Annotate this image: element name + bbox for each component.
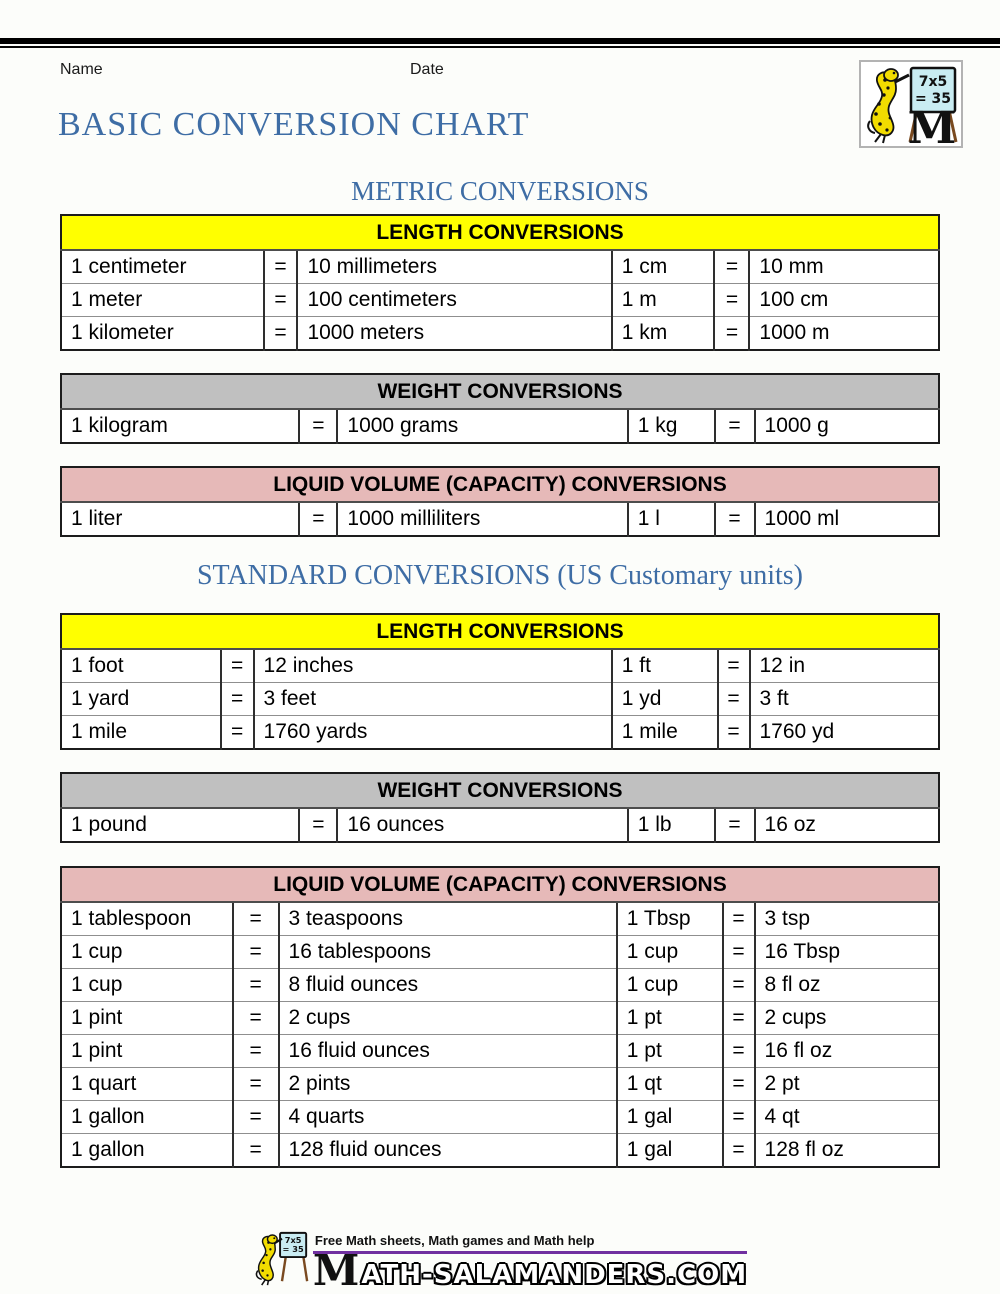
conversion-cell: 4 quarts	[279, 1101, 617, 1134]
conversion-cell: 1 gallon	[61, 1134, 233, 1168]
equals-sign: =	[233, 1101, 279, 1134]
conversion-cell: 1000 meters	[297, 317, 611, 351]
salamander-easel-icon	[861, 62, 961, 146]
equals-sign: =	[718, 683, 750, 716]
conversion-cell: 100 cm	[749, 284, 939, 317]
equals-sign: =	[264, 317, 298, 351]
conversion-cell: 1760 yd	[750, 716, 940, 750]
equals-sign: =	[299, 502, 337, 536]
equals-sign: =	[723, 1002, 755, 1035]
brand-logo-box	[859, 60, 963, 148]
table-standard-weight	[60, 772, 940, 843]
conversion-cell: 1 pt	[617, 1002, 723, 1035]
conversion-cell: 3 feet	[254, 683, 612, 716]
table-metric-liquid-volume	[60, 466, 940, 537]
equals-sign: =	[233, 1002, 279, 1035]
conversion-cell: 1000 milliliters	[337, 502, 627, 536]
conversion-cell: 1 liter	[61, 502, 299, 536]
conversion-cell: 3 teaspoons	[279, 902, 617, 936]
equals-sign: =	[714, 317, 749, 351]
conversion-row	[61, 1002, 939, 1035]
conversion-cell: 8 fl oz	[755, 969, 939, 1002]
conversion-cell: 1 kg	[628, 409, 715, 443]
equals-sign: =	[723, 936, 755, 969]
conversion-cell: 1 kilometer	[61, 317, 264, 351]
table-header-metric-length: LENGTH CONVERSIONS	[61, 215, 939, 250]
footer-m-logo: M	[312, 1246, 360, 1294]
conversion-cell: 1000 g	[755, 409, 939, 443]
conversion-cell: 1 pint	[61, 1002, 233, 1035]
table-header-std-weight: WEIGHT CONVERSIONS	[61, 773, 939, 808]
conversion-row	[61, 317, 939, 351]
equals-sign: =	[723, 1101, 755, 1134]
equals-sign: =	[233, 902, 279, 936]
conversion-cell: 1 Tbsp	[617, 902, 723, 936]
equals-sign: =	[723, 1068, 755, 1101]
conversion-cell: 1 gallon	[61, 1101, 233, 1134]
conversion-cell: 128 fluid ounces	[279, 1134, 617, 1168]
equals-sign: =	[233, 1035, 279, 1068]
table-header-std-liquid: LIQUID VOLUME (CAPACITY) CONVERSIONS	[61, 867, 939, 902]
footer-salamander-icon	[253, 1230, 311, 1288]
svg-text:7x5: 7x5	[918, 74, 948, 90]
conversion-cell: 1000 m	[749, 317, 939, 351]
table-standard-length	[60, 613, 940, 750]
conversion-cell: 1000 ml	[755, 502, 939, 536]
conversion-cell: 1 l	[628, 502, 715, 536]
table-header-metric-weight: WEIGHT CONVERSIONS	[61, 374, 939, 409]
conversion-cell: 1 cup	[617, 969, 723, 1002]
conversion-row	[61, 902, 939, 936]
conversion-cell: 1000 grams	[337, 409, 627, 443]
conversion-cell: 1760 yards	[254, 716, 612, 750]
conversion-cell: 128 fl oz	[755, 1134, 939, 1168]
conversion-cell: 1 cm	[612, 250, 715, 284]
conversion-row	[61, 502, 939, 536]
equals-sign: =	[233, 969, 279, 1002]
table-metric-weight	[60, 373, 940, 444]
conversion-cell: 16 tablespoons	[279, 936, 617, 969]
name-label: Name	[60, 61, 103, 78]
equals-sign: =	[221, 683, 254, 716]
svg-text:7x5: 7x5	[284, 1235, 302, 1246]
conversion-cell: 1 meter	[61, 284, 264, 317]
equals-sign: =	[714, 284, 749, 317]
conversion-row	[61, 649, 939, 683]
equals-sign: =	[718, 649, 750, 683]
equals-sign: =	[264, 250, 298, 284]
conversion-cell: 1 tablespoon	[61, 902, 233, 936]
conversion-cell: 2 cups	[755, 1002, 939, 1035]
conversion-cell: 1 cup	[617, 936, 723, 969]
conversion-cell: 1 pt	[617, 1035, 723, 1068]
conversion-cell: 16 oz	[755, 808, 939, 842]
conversion-cell: 1 m	[612, 284, 715, 317]
conversion-cell: 10 millimeters	[297, 250, 611, 284]
footer-site-text: ATH-SALAMANDERS.COM	[361, 1260, 748, 1290]
conversion-row	[61, 716, 939, 750]
conversion-cell: 16 fluid ounces	[279, 1035, 617, 1068]
conversion-cell: 1 centimeter	[61, 250, 264, 284]
footer-site-name	[312, 1246, 748, 1294]
equals-sign: =	[723, 1134, 755, 1168]
equals-sign: =	[264, 284, 298, 317]
conversion-cell: 1 kilogram	[61, 409, 299, 443]
date-label: Date	[410, 61, 444, 78]
footer-tagline: Free Math sheets, Math games and Math help	[313, 1233, 747, 1254]
conversion-cell: 10 mm	[749, 250, 939, 284]
conversion-cell: 16 ounces	[337, 808, 627, 842]
conversion-cell: 100 centimeters	[297, 284, 611, 317]
conversion-cell: 1 qt	[617, 1068, 723, 1101]
conversion-cell: 1 lb	[628, 808, 715, 842]
conversion-row	[61, 284, 939, 317]
table-standard-liquid-volume	[60, 866, 940, 1168]
equals-sign: =	[221, 716, 254, 750]
footer-brand	[0, 1230, 1000, 1294]
conversion-row	[61, 936, 939, 969]
equals-sign: =	[715, 409, 755, 443]
section-heading-metric: METRIC CONVERSIONS	[351, 176, 649, 206]
conversion-cell: 12 in	[750, 649, 940, 683]
table-header-metric-liquid: LIQUID VOLUME (CAPACITY) CONVERSIONS	[61, 467, 939, 502]
conversion-cell: 3 ft	[750, 683, 940, 716]
conversion-cell: 4 qt	[755, 1101, 939, 1134]
conversion-cell: 12 inches	[254, 649, 612, 683]
equals-sign: =	[299, 808, 337, 842]
conversion-cell: 2 pt	[755, 1068, 939, 1101]
conversion-cell: 1 yd	[612, 683, 718, 716]
equals-sign: =	[299, 409, 337, 443]
conversion-row	[61, 1035, 939, 1068]
conversion-cell: 1 gal	[617, 1134, 723, 1168]
equals-sign: =	[718, 716, 750, 750]
conversion-row	[61, 1134, 939, 1168]
equals-sign: =	[715, 502, 755, 536]
equals-sign: =	[714, 250, 749, 284]
conversion-cell: 1 quart	[61, 1068, 233, 1101]
conversion-cell: 1 mile	[612, 716, 718, 750]
conversion-row	[61, 250, 939, 284]
conversion-cell: 1 cup	[61, 936, 233, 969]
conversion-cell: 1 mile	[61, 716, 221, 750]
page-title: BASIC CONVERSION CHART	[58, 106, 530, 143]
equals-sign: =	[723, 1035, 755, 1068]
conversion-cell: 3 tsp	[755, 902, 939, 936]
conversion-cell: 8 fluid ounces	[279, 969, 617, 1002]
equals-sign: =	[233, 936, 279, 969]
conversion-row	[61, 1068, 939, 1101]
conversion-cell: 1 km	[612, 317, 715, 351]
svg-text:= 35: = 35	[282, 1244, 304, 1255]
conversion-row	[61, 808, 939, 842]
svg-text:= 35: = 35	[914, 91, 952, 107]
conversion-cell: 2 pints	[279, 1068, 617, 1101]
conversion-row	[61, 409, 939, 443]
table-header-std-length: LENGTH CONVERSIONS	[61, 614, 939, 649]
equals-sign: =	[715, 808, 755, 842]
conversion-cell: 2 cups	[279, 1002, 617, 1035]
equals-sign: =	[233, 1134, 279, 1168]
conversion-cell: 1 gal	[617, 1101, 723, 1134]
conversion-cell: 1 yard	[61, 683, 221, 716]
top-border-rule	[0, 38, 1000, 48]
equals-sign: =	[723, 969, 755, 1002]
table-metric-length	[60, 214, 940, 351]
equals-sign: =	[233, 1068, 279, 1101]
conversion-cell: 16 fl oz	[755, 1035, 939, 1068]
conversion-row	[61, 1101, 939, 1134]
conversion-cell: 1 ft	[612, 649, 718, 683]
section-heading-standard: STANDARD CONVERSIONS (US Customary units)	[196, 560, 804, 591]
conversion-cell: 1 cup	[61, 969, 233, 1002]
conversion-cell: 16 Tbsp	[755, 936, 939, 969]
conversion-cell: 1 foot	[61, 649, 221, 683]
conversion-row	[61, 969, 939, 1002]
conversion-row	[61, 683, 939, 716]
conversion-cell: 1 pint	[61, 1035, 233, 1068]
svg-text:M: M	[907, 103, 957, 146]
conversion-cell: 1 pound	[61, 808, 299, 842]
equals-sign: =	[723, 902, 755, 936]
equals-sign: =	[221, 649, 254, 683]
